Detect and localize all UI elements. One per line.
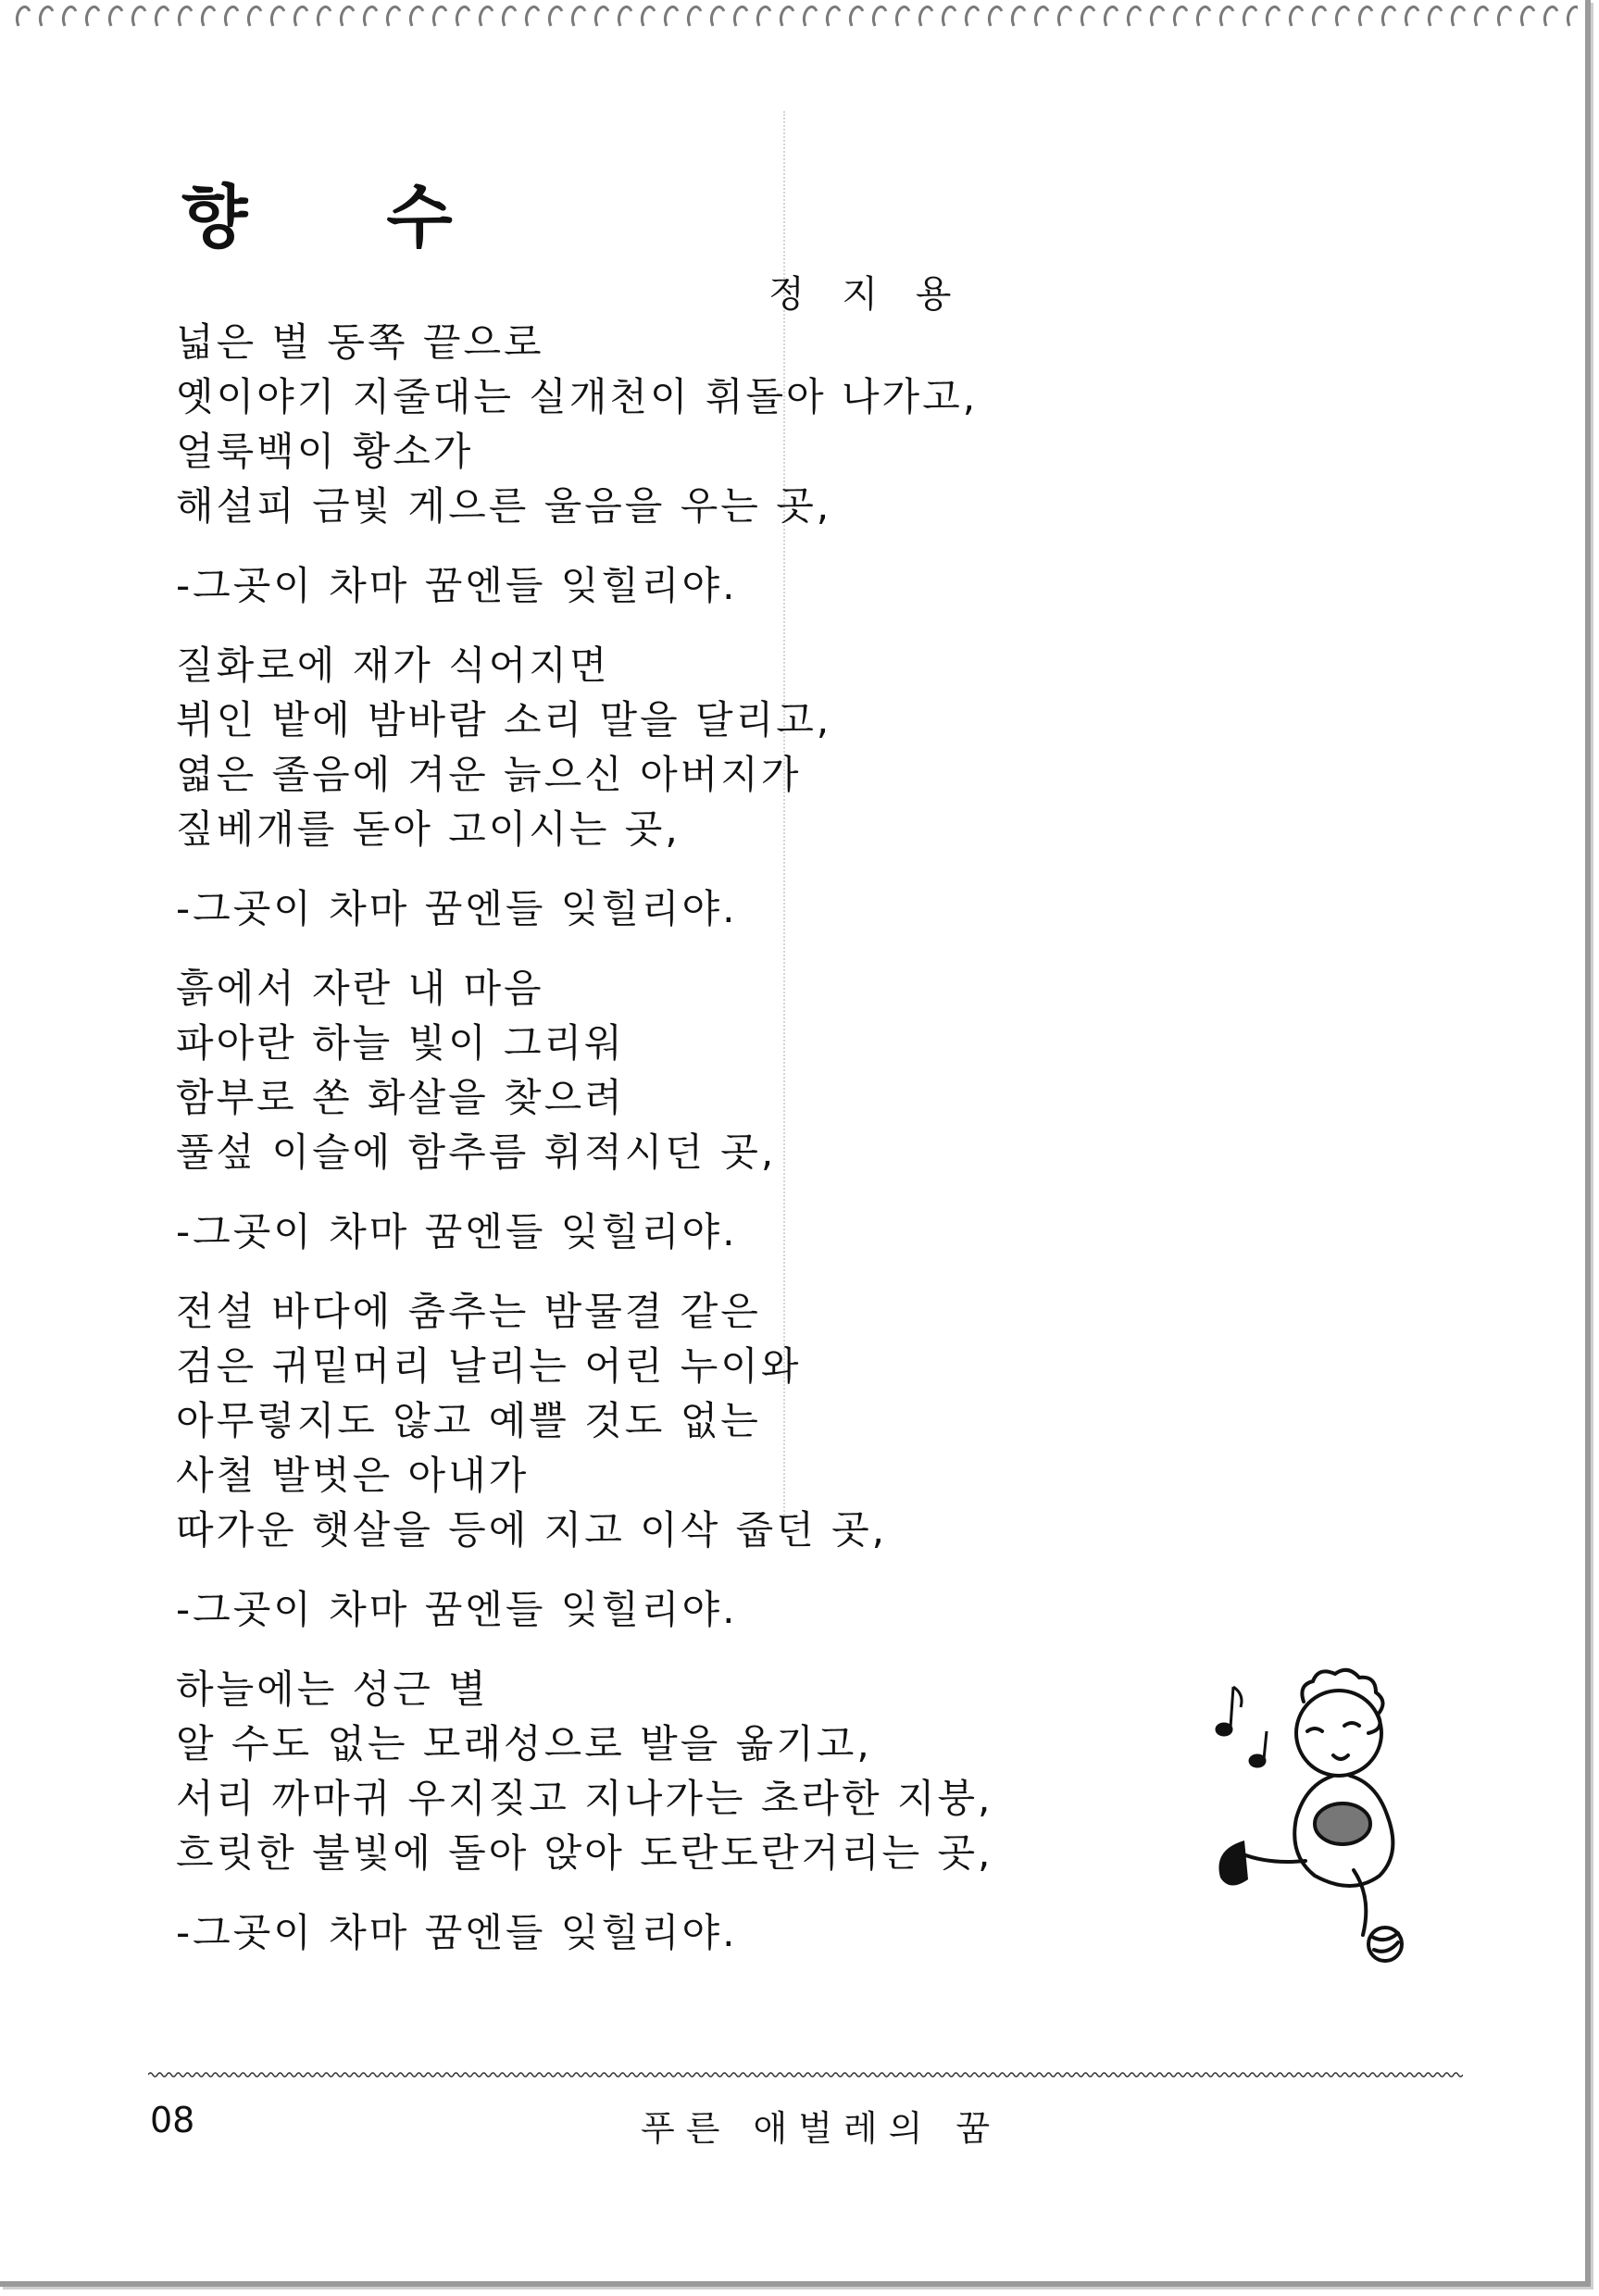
binding-ring	[1568, 6, 1578, 26]
binding-ring	[1035, 6, 1048, 26]
binding-ring	[271, 6, 284, 26]
poem-body	[176, 315, 1009, 1985]
binding-ring	[989, 6, 1002, 26]
refrain-line: -그곳이 차마 꿈엔들 잊힐리야.	[176, 563, 738, 608]
poem-line: 흐릿한 불빛에 돌아 앉아 도란도란거리는 곳,	[176, 1830, 993, 1876]
binding-ring	[781, 6, 793, 26]
binding-ring	[850, 6, 863, 26]
binding-ring	[341, 6, 354, 26]
poem-line: 하늘에는 성근 별	[176, 1666, 489, 1712]
poem-line: 얼룩백이 황소가	[176, 429, 474, 474]
footer-divider	[148, 2070, 1463, 2079]
binding-ring	[1105, 6, 1118, 26]
binding-ring	[549, 6, 562, 26]
poem-title: 향 수	[181, 178, 510, 257]
poem-line: 풀섶 이슬에 함추름 휘적시던 곳,	[176, 1129, 777, 1175]
binding-ring	[1382, 6, 1395, 26]
binding-ring	[294, 6, 307, 26]
poem-line: 파아란 하늘 빛이 그리워	[176, 1020, 625, 1066]
binding-ring	[1197, 6, 1210, 26]
poem-line: 서리 까마귀 우지짖고 지나가는 초라한 지붕,	[176, 1776, 993, 1821]
poem-line: 해설피 금빛 게으른 울음을 우는 곳,	[176, 483, 832, 529]
binding-ring	[225, 6, 238, 26]
refrain-line: -그곳이 차마 꿈엔들 잊힐리야.	[176, 886, 738, 931]
poem-line: 함부로 쏜 화살을 찾으려	[176, 1075, 625, 1120]
binding-ring	[1359, 6, 1372, 26]
binding-ring	[1012, 6, 1025, 26]
binding-ring	[1058, 6, 1071, 26]
binding-ring	[1290, 6, 1303, 26]
stanza-1	[176, 315, 1009, 533]
binding-ring	[318, 6, 331, 26]
binding-ring	[896, 6, 909, 26]
binding-ring	[1151, 6, 1164, 26]
binding-ring	[526, 6, 539, 26]
binding-ring	[1429, 6, 1442, 26]
binding-ring	[827, 6, 840, 26]
binding-ring	[132, 6, 145, 26]
binding-ring	[63, 6, 76, 26]
binding-ring	[1405, 6, 1418, 26]
binding-ring	[688, 6, 701, 26]
binding-ring	[456, 6, 469, 26]
binding-ring	[1452, 6, 1465, 26]
binding-ring	[1220, 6, 1233, 26]
binding-ring	[734, 6, 747, 26]
binding-ring	[364, 6, 377, 26]
poem-author: 정 지 용	[768, 273, 965, 316]
binding-ring	[1174, 6, 1187, 26]
stanza-2	[176, 638, 1009, 856]
refrain-line: -그곳이 차마 꿈엔들 잊힐리야.	[176, 1587, 738, 1632]
binding-ring	[966, 6, 979, 26]
binding-ring	[943, 6, 956, 26]
stanza-5	[176, 1662, 1009, 1880]
binding-ring	[1498, 6, 1511, 26]
book-title: 푸른 애벌레의 꿈	[641, 2108, 1002, 2149]
binding-ring	[1521, 6, 1534, 26]
binding-ring	[17, 6, 30, 26]
poem-line: 흙에서 자란 내 마음	[176, 966, 544, 1011]
poem-line: 뷔인 밭에 밤바람 소리 말을 달리고,	[176, 697, 832, 742]
binding-ring	[202, 6, 215, 26]
page-number: 08	[150, 2100, 195, 2140]
binding-ring	[1128, 6, 1141, 26]
binding-ring	[86, 6, 99, 26]
binding-ring	[503, 6, 516, 26]
binding-ring	[804, 6, 817, 26]
binding-ring	[711, 6, 724, 26]
poem-line: 따가운 햇살을 등에 지고 이삭 줍던 곳,	[176, 1507, 888, 1553]
binding-ring	[1267, 6, 1280, 26]
binding-ring	[595, 6, 608, 26]
binding-ring	[642, 6, 655, 26]
binding-ring	[1243, 6, 1256, 26]
poem-line: 넓은 벌 동쪽 끝으로	[176, 319, 544, 365]
binding-ring	[480, 6, 493, 26]
binding-ring	[109, 6, 122, 26]
binding-ring	[572, 6, 585, 26]
binding-ring	[179, 6, 192, 26]
poem-line: 짚베개를 돋아 고이시는 곳,	[176, 806, 681, 852]
refrain-line: -그곳이 차마 꿈엔들 잊힐리야.	[176, 1209, 738, 1254]
binding-ring	[618, 6, 631, 26]
binding-ring	[873, 6, 886, 26]
binding-ring	[1544, 6, 1557, 26]
poem-line: 엷은 졸음에 겨운 늙으신 아버지가	[176, 752, 802, 797]
poem-line: 사철 발벗은 아내가	[176, 1453, 530, 1498]
binding-ring	[248, 6, 261, 26]
binding-ring	[757, 6, 770, 26]
poem-line: 검은 귀밑머리 날리는 어린 누이와	[176, 1343, 802, 1389]
binding-ring	[1475, 6, 1488, 26]
binding-ring	[433, 6, 446, 26]
stanza-3	[176, 961, 1009, 1179]
poem-line: 전설 바다에 춤추는 밤물결 같은	[176, 1289, 761, 1334]
binding-ring	[1081, 6, 1094, 26]
binding-ring	[40, 6, 53, 26]
binding-ring	[1313, 6, 1326, 26]
binding-ring	[919, 6, 932, 26]
binding-ring	[410, 6, 423, 26]
knitting-child-illustration	[1204, 1666, 1426, 1981]
poem-line: 아무렇지도 않고 예쁠 것도 없는	[176, 1398, 761, 1443]
binding-ring	[665, 6, 678, 26]
spiral-binding	[13, 0, 1578, 35]
binding-ring	[387, 6, 400, 26]
refrain-line: -그곳이 차마 꿈엔들 잊힐리야.	[176, 1910, 738, 1955]
music-note-icon	[1217, 1687, 1267, 1766]
poem-line: 질화로에 재가 식어지면	[176, 643, 610, 688]
poem-line: 알 수도 없는 모래성으로 발을 옮기고,	[176, 1721, 872, 1766]
poem-line: 옛이야기 지줄대는 실개천이 휘돌아 나가고,	[176, 374, 979, 419]
binding-ring	[1336, 6, 1349, 26]
binding-ring	[156, 6, 169, 26]
stanza-4	[176, 1284, 1009, 1557]
